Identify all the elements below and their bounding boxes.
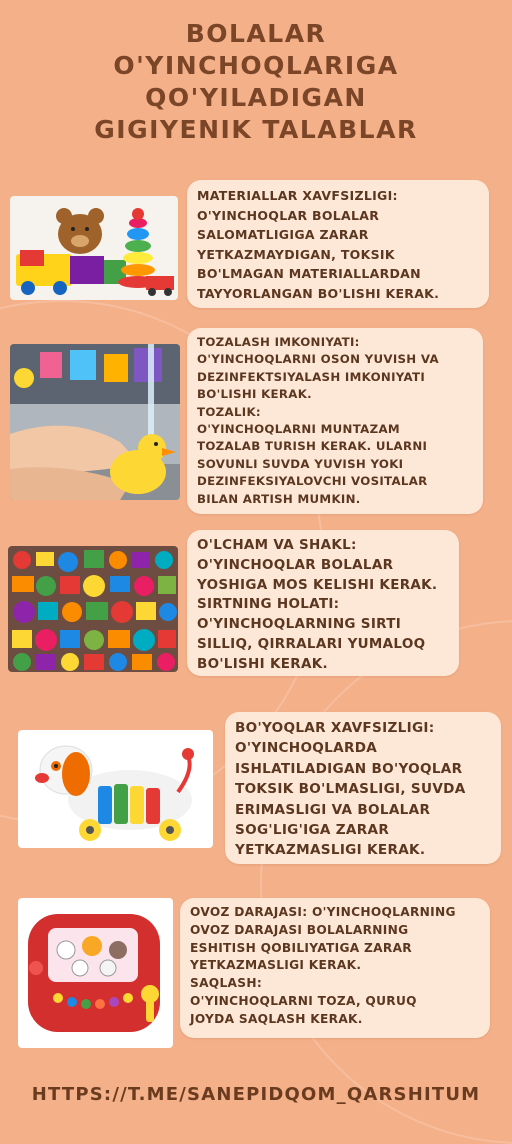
card-sound-storage (180, 898, 490, 1038)
card-text-line: ERIMASLIGI VA BOLALAR (235, 801, 431, 818)
card-text-line: YOSHIGA MOS KELISHI KERAK. (197, 576, 438, 593)
card-text-line: O'YINCHOQLAR BOLALAR (197, 207, 380, 223)
background-curve (260, 620, 512, 1144)
card-text-line: O'YINCHOQLARNI MUNTAZAM (197, 422, 400, 437)
card-text-line: SOG'LIG'IGA ZARAR (235, 822, 390, 839)
toy-pile-photo (8, 546, 178, 672)
card-text-line: JOYDA SAQLASH KERAK. (190, 1011, 363, 1026)
card-text-line: O'YINCHOQLAR BOLALAR (197, 556, 394, 573)
card-text-line: DEZINFEKSIYALOVCHI VOSITALAR (197, 474, 428, 489)
card-text-line: TOZALAB TURISH KERAK. ULARNI (197, 439, 428, 454)
card-text-line: OVOZ DARAJASI BOLALARNING (190, 922, 409, 937)
card-paint-safety (225, 712, 501, 864)
card-text-line: O'YINCHOQLARNI TOZA, QURUQ (190, 993, 417, 1008)
card-text-line: O'YINCHOQLARNI OSON YUVISH VA (197, 352, 439, 367)
card-materials-safety (187, 180, 489, 308)
card-text-line: OVOZ DARAJASI: O'YINCHOQLARNING (190, 905, 456, 919)
card-text-line: TOKSIK BO'LMASLIGI, SUVDA (235, 781, 466, 798)
card-text-line: MATERIALLAR XAVFSIZLIGI: (197, 188, 398, 203)
card-text-line: SOVUNLI SUVDA YUVISH YOKI (197, 456, 404, 471)
card-text-line: YETKAZMAYDIGAN, TOKSIK (197, 246, 395, 262)
title-line: O'YINCHOQLARIGA (113, 51, 399, 80)
card-text-line: SALOMATLIGIGA ZARAR (197, 227, 369, 243)
xylophone-dog-photo (18, 730, 213, 848)
card-text-line: SILLIQ, QIRRALARI YUMALOQ (197, 635, 426, 652)
card-text-line: YETKAZMASLIGI KERAK. (235, 842, 426, 859)
card-text-line: ISHLATILADIGAN BO'YOQLAR (235, 760, 463, 777)
page-title (0, 18, 512, 146)
title-line: GIGIYENIK TALABLAR (94, 115, 418, 144)
title-line: QO'YILADIGAN (145, 83, 367, 112)
card-text-line: O'YINCHOQLARDA (235, 740, 378, 757)
card-text-line: O'YINCHOQLARNING SIRTI (197, 616, 402, 633)
card-cleaning (187, 328, 483, 514)
card-text-line: SAQLASH: (190, 976, 263, 991)
card-text-line: BILAN ARTISH MUMKIN. (197, 491, 361, 506)
card-text-line: BO'YOQLAR XAVFSIZLIGI: (235, 720, 435, 736)
card-text-line: TAYYORLANGAN BO'LISHI KERAK. (197, 285, 440, 301)
card-size-shape (187, 530, 459, 676)
toys-photo (10, 196, 178, 300)
card-text-line: SIRTNING HOLATI: (197, 596, 340, 613)
card-text-line: BO'LISHI KERAK. (197, 387, 312, 402)
card-text-line: YETKAZMASLIGI KERAK. (190, 958, 362, 973)
title-line: BOLALAR (185, 19, 327, 48)
card-text-line: BO'LISHI KERAK. (197, 655, 328, 672)
card-text-line: TOZALASH IMKONIYATI: (197, 335, 360, 349)
washing-duck-photo (10, 344, 180, 500)
card-text-line: O'LCHAM VA SHAKL: (197, 537, 357, 553)
card-text-line: DEZINFEKTSIYALASH IMKONIYATI (197, 369, 426, 384)
card-text-line: BO'LMAGAN MATERIALLARDAN (197, 266, 421, 282)
card-text-line: TOZALIK: (197, 404, 261, 419)
card-text-line: ESHITISH QOBILIYATIGA ZARAR (190, 940, 412, 955)
telegram-link[interactable]: HTTPS://T.ME/SANEPIDQOM_QARSHITUM (31, 1084, 481, 1105)
musical-toy-photo (18, 898, 173, 1048)
